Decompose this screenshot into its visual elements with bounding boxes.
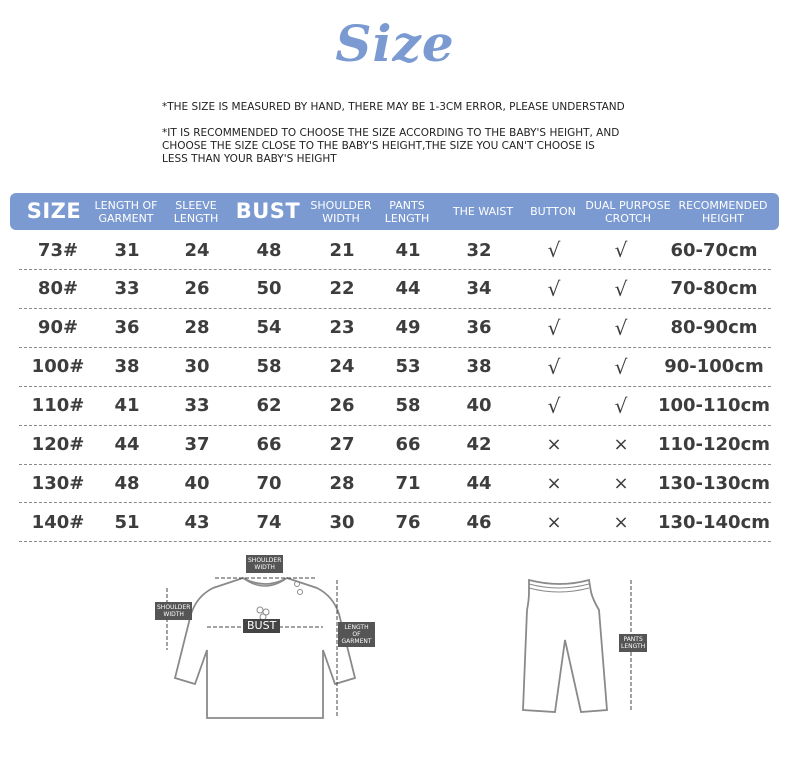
cell-recommended-height: 110-120cm [657,434,771,455]
header-bust: BUST [235,199,301,223]
cell-bust: 48 [256,239,282,261]
header-shoulder-width: SHOULDER WIDTH [310,198,372,225]
cell-bust: 74 [256,511,282,533]
cell-length-of-garment: 38 [114,356,140,378]
cell-shoulder-width: 27 [329,434,355,455]
cell-button: √ [547,276,561,301]
cell-dual-purpose-crotch: √ [614,393,628,418]
cell-the-waist: 42 [466,434,492,455]
cell-size: 90# [37,317,79,339]
cell-sleeve-length: 43 [184,511,210,533]
cell-size: 120# [31,434,85,455]
cell-dual-purpose-crotch: √ [614,238,628,262]
cell-length-of-garment: 51 [114,511,140,533]
cell-sleeve-length: 30 [184,356,210,378]
size-table-header [10,193,779,230]
cell-bust: 62 [256,395,282,417]
table-row [19,426,771,465]
cell-recommended-height: 130-140cm [657,511,771,533]
cell-pants-length: 41 [395,239,421,261]
cell-dual-purpose-crotch: × [613,511,629,533]
cell-bust: 70 [256,472,282,494]
cell-recommended-height: 100-110cm [657,395,771,417]
cell-bust: 66 [256,434,282,455]
header-length-of-garment: LENGTH OF GARMENT [94,198,158,225]
cell-dual-purpose-crotch: √ [614,354,628,379]
cell-sleeve-length: 24 [184,239,210,261]
cell-button: × [546,511,562,533]
table-row [19,348,771,387]
cell-the-waist: 32 [466,239,492,261]
header-size: SIZE [26,199,82,223]
cell-pants-length: 44 [395,278,421,300]
header-pants-length: PANTS LENGTH [384,198,430,225]
cell-the-waist: 46 [466,511,492,533]
cell-recommended-height: 90-100cm [664,356,764,378]
cell-bust: 58 [256,356,282,378]
cell-dual-purpose-crotch: × [613,434,629,455]
cell-size: 130# [31,472,85,494]
cell-length-of-garment: 41 [114,395,140,417]
cell-dual-purpose-crotch: √ [614,315,628,340]
cell-button: √ [547,354,561,379]
cell-recommended-height: 60-70cm [670,239,758,261]
cell-size: 110# [31,395,85,417]
table-row [19,387,771,426]
table-row [19,503,771,542]
cell-the-waist: 34 [466,278,492,300]
cell-shoulder-width: 23 [329,317,355,339]
cell-button: √ [547,238,561,262]
table-row [19,464,771,503]
cell-pants-length: 66 [395,434,421,455]
cell-recommended-height: 80-90cm [670,317,758,339]
cell-sleeve-length: 28 [184,317,210,339]
cell-shoulder-width: 22 [329,278,355,300]
cell-button: × [546,472,562,494]
label-shoulder-width: SHOULDER WIDTH [248,557,282,571]
cell-sleeve-length: 40 [184,472,210,494]
cell-shoulder-width: 30 [329,511,355,533]
header-the-waist: THE WAIST [452,205,514,218]
top-measurement-diagram [155,550,375,730]
cell-pants-length: 71 [395,472,421,494]
cell-length-of-garment: 33 [114,278,140,300]
cell-pants-length: 49 [395,317,421,339]
pants-measurement-diagram [515,570,655,720]
cell-the-waist: 36 [466,317,492,339]
cell-shoulder-width: 21 [329,239,355,261]
header-sleeve-length: SLEEVE LENGTH [173,198,219,225]
cell-shoulder-width: 26 [329,395,355,417]
header-recommended-height: RECOMMENDED HEIGHT [678,198,768,225]
cell-length-of-garment: 36 [114,317,140,339]
label-bust: BUST [243,619,280,633]
cell-the-waist: 40 [466,395,492,417]
cell-recommended-height: 70-80cm [670,278,758,300]
label-length-of-garment: LENGTH OF GARMENT [338,622,375,647]
label-shoulder-width-left: SHOULDER WIDTH [157,604,191,618]
table-row [19,270,771,309]
label-pants-length: PANTS LENGTH [621,636,646,650]
header-dual-purpose-crotch: DUAL PURPOSE CROTCH [585,198,671,225]
cell-pants-length: 58 [395,395,421,417]
header-button: BUTTON [530,205,576,218]
cell-bust: 50 [256,278,282,300]
cell-button: × [546,434,562,455]
cell-button: √ [547,393,561,418]
table-row [19,309,771,348]
size-choice-note: *IT IS RECOMMENDED TO CHOOSE THE SIZE ACCORDING TO THE BABY'S HEIGHT, AND CHOOSE THE SIZE CLOSE TO THE BABY'S HEIGHT,THE SIZE YOU CAN'T CHOOSE IS LESS THAN YOUR BABY'S HEIGHT [162,127,620,165]
cell-sleeve-length: 37 [184,434,210,455]
table-row [19,231,771,270]
cell-size: 80# [37,278,79,300]
cell-dual-purpose-crotch: √ [614,276,628,301]
cell-pants-length: 53 [395,356,421,378]
cell-shoulder-width: 24 [329,356,355,378]
cell-size: 140# [31,511,85,533]
page-title: Size [335,14,455,73]
cell-pants-length: 76 [395,511,421,533]
cell-recommended-height: 130-130cm [657,472,771,494]
cell-length-of-garment: 44 [114,434,140,455]
cell-dual-purpose-crotch: × [613,472,629,494]
cell-button: √ [547,315,561,340]
cell-sleeve-length: 33 [184,395,210,417]
measurement-note: *THE SIZE IS MEASURED BY HAND, THERE MAY BE 1-3CM ERROR, PLEASE UNDERSTAND [162,101,625,113]
cell-the-waist: 44 [466,472,492,494]
cell-shoulder-width: 28 [329,472,355,494]
cell-the-waist: 38 [466,356,492,378]
cell-sleeve-length: 26 [184,278,210,300]
cell-length-of-garment: 31 [114,239,140,261]
cell-bust: 54 [256,317,282,339]
cell-size: 100# [31,356,85,378]
cell-size: 73# [37,239,79,261]
cell-length-of-garment: 48 [114,472,140,494]
